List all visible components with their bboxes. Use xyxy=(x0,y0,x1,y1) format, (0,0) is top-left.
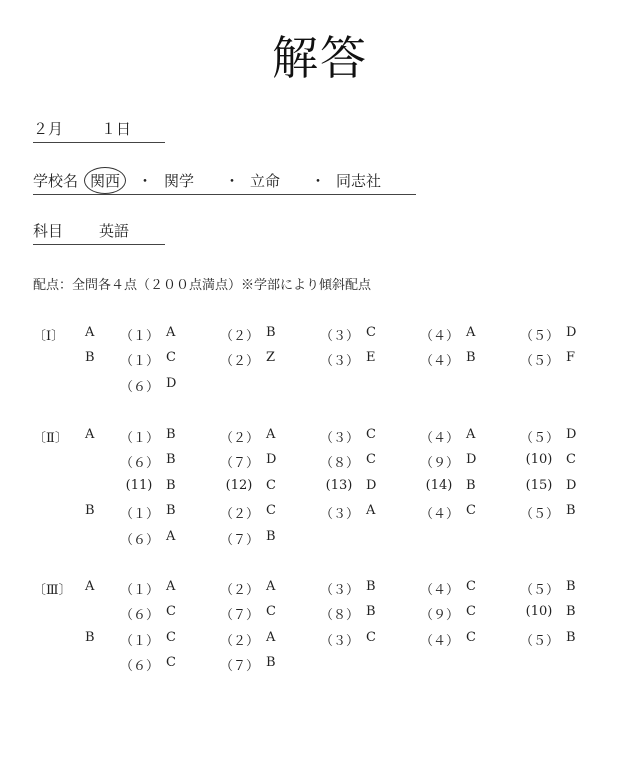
question-number: （１） xyxy=(120,507,160,523)
question-number: （３） xyxy=(320,633,360,649)
part-label: B xyxy=(85,629,95,645)
separator: ・ xyxy=(224,172,240,190)
question-number: （３） xyxy=(320,583,360,598)
question-number: （５） xyxy=(520,354,560,370)
answer-value: E xyxy=(366,350,376,366)
question-number: （７） xyxy=(220,659,260,675)
question-number: （２） xyxy=(220,507,260,523)
part-label: A xyxy=(85,579,95,594)
part-label: A xyxy=(85,325,95,340)
answer-value: C xyxy=(566,452,576,468)
answer-value: C xyxy=(366,427,376,442)
question-number: （１） xyxy=(120,431,160,446)
question-number: （２） xyxy=(220,329,260,344)
answer-value: B xyxy=(466,477,476,493)
question-number: （４） xyxy=(420,431,460,446)
part-label: B xyxy=(85,503,95,519)
question-number: （３） xyxy=(320,329,360,344)
question-number: （９） xyxy=(420,608,460,624)
scoring-note: 配点：全問各４点（２００点満点）※学部により傾斜配点 xyxy=(33,278,372,293)
answer-value: A xyxy=(466,427,476,442)
question-number: （２） xyxy=(220,633,260,649)
answer-value: C xyxy=(166,350,176,366)
question-number: (12) xyxy=(225,477,253,493)
question-number: （１） xyxy=(120,354,160,370)
answer-value: B xyxy=(266,325,276,340)
answer-value: C xyxy=(366,452,376,468)
answer-value: C xyxy=(266,503,276,519)
answer-value: A xyxy=(366,503,376,519)
answer-value: B xyxy=(466,350,476,366)
section-label: 〔Ⅲ〕 xyxy=(33,583,72,598)
answer-value: C xyxy=(166,604,176,620)
answer-value: C xyxy=(366,325,376,340)
question-number: (15) xyxy=(525,477,553,493)
question-number: （１） xyxy=(120,329,160,344)
answer-value: D xyxy=(366,477,377,493)
answer-value: D xyxy=(566,427,577,442)
answer-value: F xyxy=(566,350,576,366)
school-name: 関学 xyxy=(164,172,195,190)
school-circled: 関西 xyxy=(84,167,126,194)
answer-value: A xyxy=(166,579,176,594)
subject-label: 科目 xyxy=(33,222,64,240)
question-number: （８） xyxy=(320,456,360,472)
question-number: （４） xyxy=(420,329,460,344)
question-number: （７） xyxy=(220,532,260,548)
answer-value: B xyxy=(166,477,176,493)
answer-value: B xyxy=(266,528,276,544)
answer-value: Z xyxy=(266,350,276,366)
question-number: （８） xyxy=(320,608,360,624)
answer-value: A xyxy=(166,528,176,544)
date-day: １日 xyxy=(101,120,132,138)
answer-value: B xyxy=(566,604,576,620)
answer-value: C xyxy=(166,629,176,645)
question-number: （５） xyxy=(520,329,560,344)
question-number: （５） xyxy=(520,633,560,649)
answer-value: B xyxy=(566,579,576,594)
question-number: （６） xyxy=(120,456,160,472)
answer-value: D xyxy=(266,452,277,468)
question-number: （３） xyxy=(320,354,360,370)
answer-value: C xyxy=(366,629,376,645)
answer-value: B xyxy=(566,503,576,519)
answer-value: C xyxy=(166,655,176,671)
part-label: A xyxy=(85,427,95,442)
question-number: （３） xyxy=(320,507,360,523)
question-number: (14) xyxy=(425,477,453,493)
answer-value: B xyxy=(566,629,576,645)
subject-value: 英語 xyxy=(99,222,130,240)
question-number: （３） xyxy=(320,431,360,446)
answer-value: D xyxy=(166,375,177,391)
answer-value: C xyxy=(466,503,476,519)
answer-value: B xyxy=(366,604,376,620)
answer-value: B xyxy=(166,452,176,468)
answer-value: C xyxy=(266,604,276,620)
school-name: 立命 xyxy=(250,172,281,190)
question-number: （５） xyxy=(520,507,560,523)
answer-value: A xyxy=(266,427,276,442)
question-number: (10) xyxy=(525,452,553,468)
question-number: （１） xyxy=(120,633,160,649)
answer-value: A xyxy=(266,629,276,645)
answer-value: B xyxy=(166,427,176,442)
question-number: （５） xyxy=(520,431,560,446)
separator: ・ xyxy=(310,172,326,190)
answer-value: C xyxy=(466,629,476,645)
question-number: （４） xyxy=(420,583,460,598)
page-title: 解答 xyxy=(272,31,368,85)
question-number: （７） xyxy=(220,456,260,472)
question-number: （１） xyxy=(120,583,160,598)
school-label: 学校名 xyxy=(33,172,79,190)
answer-value: B xyxy=(366,579,376,594)
question-number: （７） xyxy=(220,608,260,624)
answer-value: C xyxy=(466,579,476,594)
question-number: （４） xyxy=(420,507,460,523)
question-number: （６） xyxy=(120,532,160,548)
question-number: (13) xyxy=(325,477,353,493)
date-month: ２月 xyxy=(33,120,64,138)
question-number: (10) xyxy=(525,604,553,620)
question-number: （２） xyxy=(220,354,260,370)
answer-value: D xyxy=(566,477,577,493)
question-number: （６） xyxy=(120,659,160,675)
question-number: （５） xyxy=(520,583,560,598)
question-number: （４） xyxy=(420,633,460,649)
question-number: （２） xyxy=(220,583,260,598)
answer-value: A xyxy=(166,325,176,340)
question-number: （９） xyxy=(420,456,460,472)
question-number: (11) xyxy=(125,477,153,493)
answer-value: B xyxy=(266,655,276,671)
separator: ・ xyxy=(137,172,153,190)
question-number: （６） xyxy=(120,379,160,395)
answer-value: C xyxy=(466,604,476,620)
school-name: 同志社 xyxy=(336,172,382,190)
answer-value: A xyxy=(466,325,476,340)
section-label: 〔Ⅰ〕 xyxy=(33,329,65,344)
answer-value: A xyxy=(266,579,276,594)
answer-value: B xyxy=(166,503,176,519)
answer-value: C xyxy=(266,477,276,493)
section-label: 〔Ⅱ〕 xyxy=(33,431,68,446)
question-number: （４） xyxy=(420,354,460,370)
question-number: （２） xyxy=(220,431,260,446)
answer-value: D xyxy=(466,452,477,468)
question-number: （６） xyxy=(120,608,160,624)
answer-value: D xyxy=(566,325,577,340)
part-label: B xyxy=(85,350,95,366)
